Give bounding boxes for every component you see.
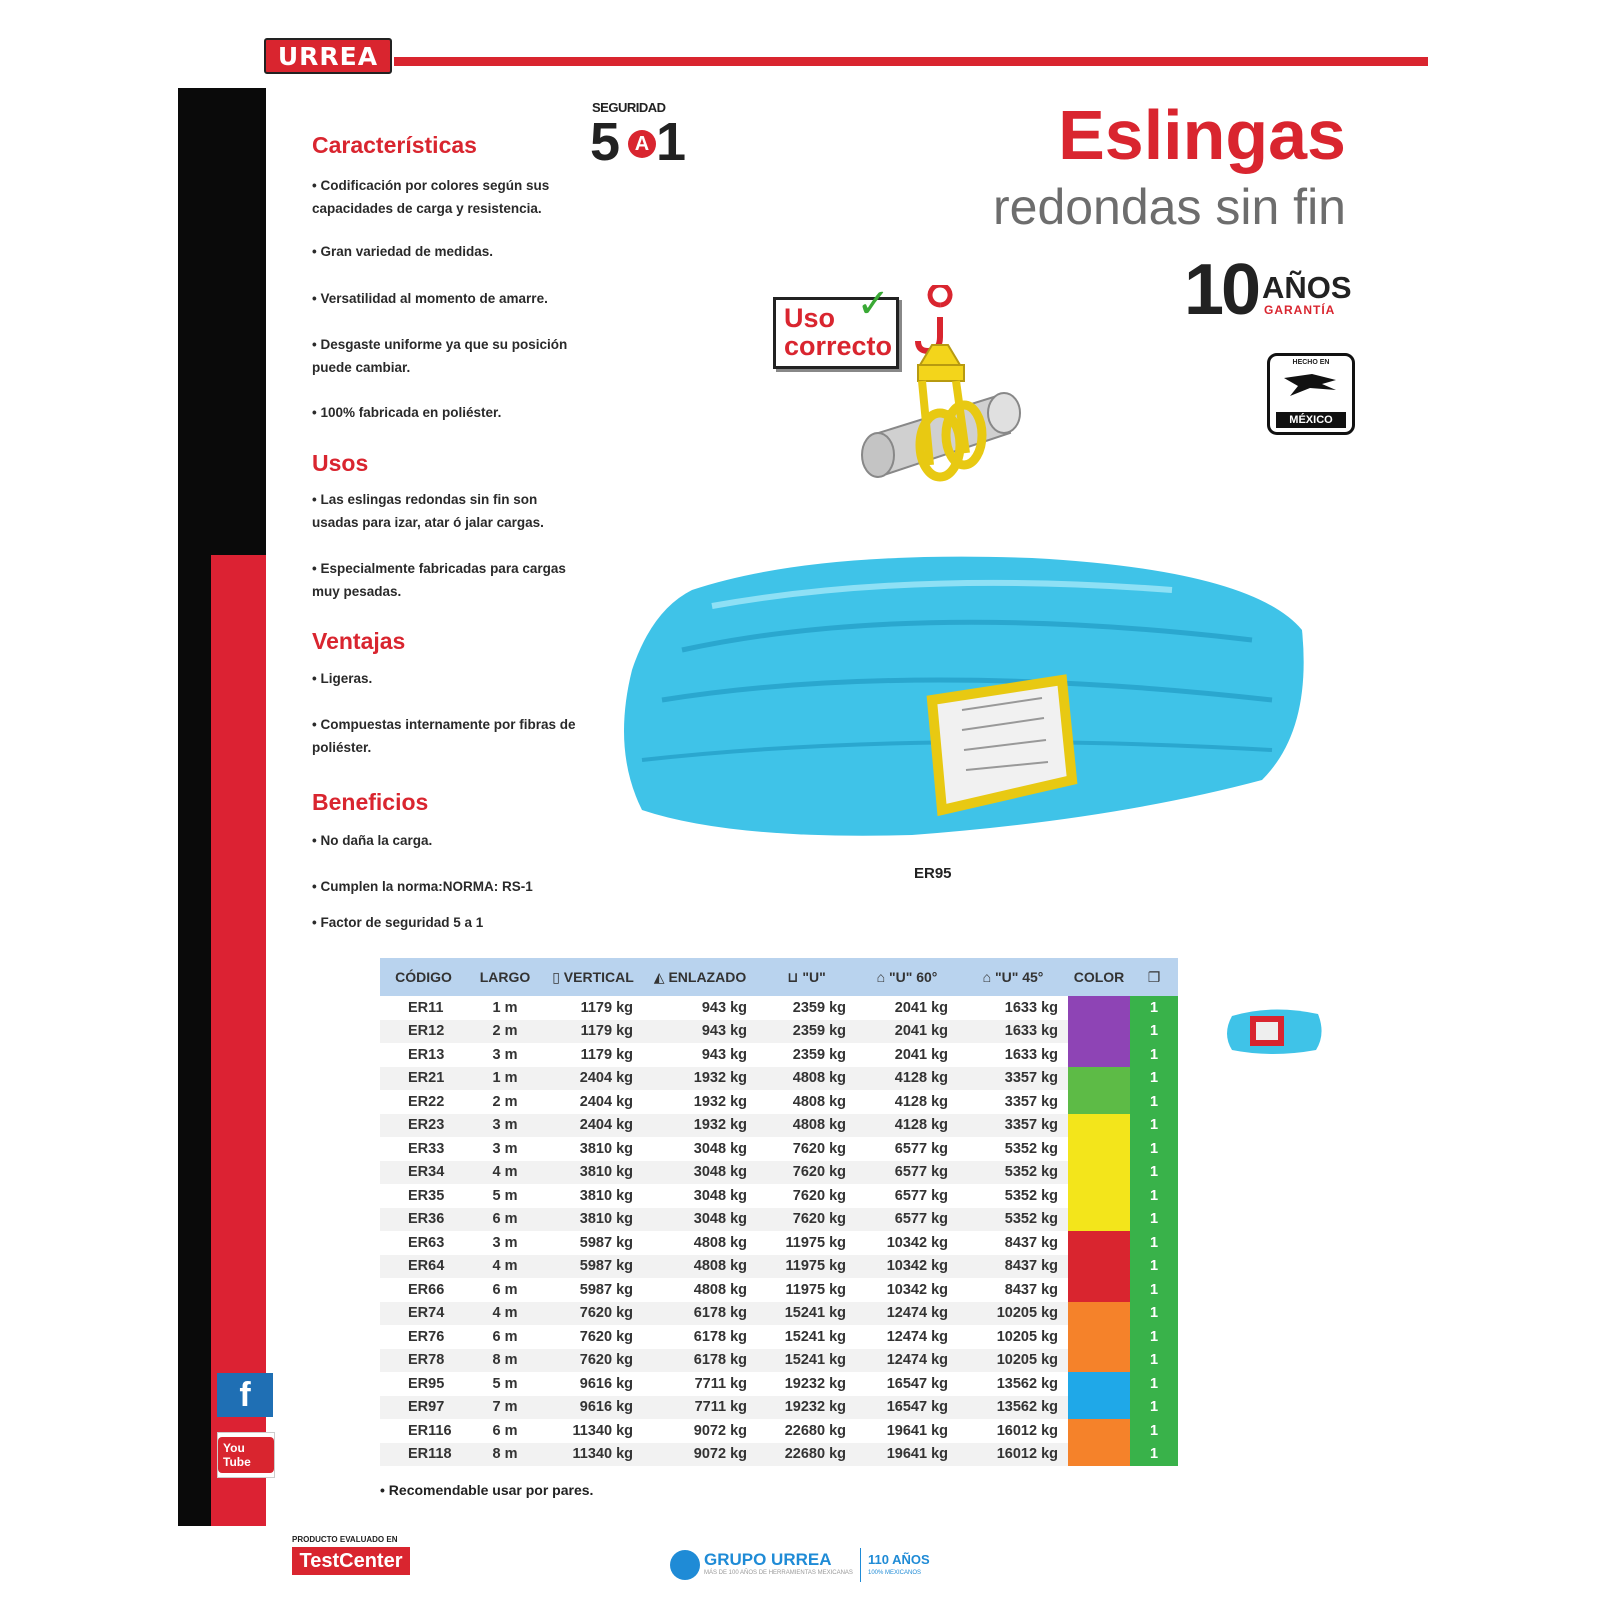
color-swatch: [1068, 1161, 1130, 1185]
list-item: • Ligeras.: [312, 667, 582, 690]
list-item: • Cumplen la norma:NORMA: RS-1: [312, 875, 582, 898]
cell-largo: 5 m: [492, 1375, 518, 1392]
cell-codigo: ER23: [380, 1114, 467, 1138]
table-row: [380, 1020, 1178, 1044]
hecho-en-mexico-badge: [1267, 353, 1355, 435]
footer-divider: [860, 1548, 861, 1582]
cell-u45: 1633 kg: [1004, 999, 1058, 1016]
sling-usage-illustration: [860, 285, 1050, 510]
cell-enlazado: 3048 kg: [643, 1161, 757, 1185]
cell-codigo: ER118: [380, 1443, 467, 1467]
color-swatch: [1068, 1278, 1130, 1302]
cell-enlazado: 1932 kg: [693, 1093, 747, 1110]
choker-icon: ◭: [653, 968, 669, 985]
col-u: ⊔ "U": [757, 958, 856, 996]
cell-u60: 16547 kg: [886, 1375, 948, 1392]
cell-u: 4808 kg: [757, 1114, 856, 1138]
cell-enlazado: 943 kg: [701, 1046, 747, 1063]
table-row: [380, 1090, 1178, 1114]
cell-u45: 8437 kg: [958, 1255, 1068, 1279]
cell-u45: 10205 kg: [996, 1328, 1058, 1345]
table-row: [380, 1161, 1178, 1185]
cell-pieces: 1: [1130, 1161, 1178, 1185]
list-item: • Factor de seguridad 5 a 1: [312, 911, 582, 934]
cell-vertical: 3810 kg: [543, 1161, 643, 1185]
basket-icon: ⊔: [787, 968, 803, 985]
col-largo: LARGO: [467, 958, 543, 996]
cell-largo: 4 m: [467, 1302, 543, 1326]
cell-pieces: 1: [1130, 1396, 1178, 1420]
col-enlazado: ◭ ENLAZADO: [643, 958, 757, 996]
cell-enlazado: 3048 kg: [693, 1140, 747, 1157]
cell-vertical: 9616 kg: [579, 1375, 633, 1392]
col-vertical: ▯ VERTICAL: [543, 958, 643, 996]
cell-u: 2359 kg: [792, 999, 846, 1016]
cell-u45: 5352 kg: [1004, 1140, 1058, 1157]
cell-vertical: 5987 kg: [543, 1255, 643, 1279]
cell-codigo: ER34: [380, 1161, 467, 1185]
mexico-label: MÉXICO: [1276, 412, 1346, 428]
color-swatch: [1068, 1137, 1130, 1161]
cell-u: 11975 kg: [785, 1281, 846, 1298]
list-item: • Desgaste uniforme ya que su posición puede cambiar.: [312, 333, 582, 379]
color-swatch: [1068, 1349, 1130, 1373]
cell-pieces: 1: [1130, 1419, 1178, 1443]
col-color: COLOR: [1068, 958, 1130, 996]
grupo-urrea-name: GRUPO URREA: [704, 1550, 832, 1569]
testcenter-label: PRODUCTO EVALUADO EN: [292, 1535, 398, 1544]
cell-enlazado: 1932 kg: [643, 1067, 757, 1091]
cell-u60: 2041 kg: [894, 1046, 948, 1063]
table-row: [380, 1419, 1178, 1443]
cell-codigo: ER12: [380, 1020, 467, 1044]
list-item: • Las eslingas redondas sin fin son usadas para izar, atar ó jalar cargas.: [312, 488, 582, 534]
check-icon: ✓: [856, 282, 890, 326]
cell-u: 15241 kg: [757, 1349, 856, 1373]
cell-u: 7620 kg: [757, 1208, 856, 1232]
cell-u45: 5352 kg: [958, 1161, 1068, 1185]
section-title-caracteristicas: Características: [312, 132, 477, 158]
list-item: • Codificación por colores según sus capacidades de carga y resistencia.: [312, 174, 582, 220]
cell-enlazado: 943 kg: [701, 999, 747, 1016]
cell-largo: 6 m: [492, 1281, 518, 1298]
color-swatch: [1068, 1184, 1130, 1208]
cell-largo: 6 m: [467, 1208, 543, 1232]
basket-60-icon: ⌂: [876, 969, 889, 985]
color-swatch: [1068, 1443, 1130, 1467]
cell-vertical: 3810 kg: [543, 1208, 643, 1232]
warranty-label: GARANTÍA: [1264, 303, 1336, 317]
list-item: • Versatilidad al momento de amarre.: [312, 287, 582, 310]
cell-pieces: 1: [1130, 1278, 1178, 1302]
col-pieces: [1130, 958, 1178, 996]
cell-codigo: ER13: [408, 1046, 445, 1063]
cell-u: 19232 kg: [784, 1375, 846, 1392]
cell-vertical: 11340 kg: [572, 1422, 633, 1439]
seguridad-1: 1: [656, 112, 687, 172]
color-swatch: [1068, 1067, 1130, 1091]
cell-u60: 6577 kg: [894, 1140, 948, 1157]
cell-largo: 3 m: [492, 1234, 518, 1251]
cell-u60: 12474 kg: [886, 1328, 948, 1345]
youtube-icon[interactable]: You Tube: [217, 1432, 275, 1478]
cell-enlazado: 7711 kg: [694, 1375, 747, 1392]
cell-largo: 5 m: [492, 1187, 518, 1204]
cell-pieces: 1: [1130, 996, 1178, 1020]
cell-u: 15241 kg: [784, 1328, 846, 1345]
cell-largo: 4 m: [467, 1255, 543, 1279]
cell-vertical: 2404 kg: [579, 1093, 633, 1110]
cell-vertical: 1179 kg: [580, 1046, 633, 1063]
cell-vertical: 3810 kg: [579, 1187, 633, 1204]
cell-largo: 8 m: [467, 1349, 543, 1373]
header-red-rule: [394, 57, 1428, 66]
cell-codigo: ER36: [380, 1208, 467, 1232]
cell-pieces: 1: [1130, 1043, 1178, 1067]
page-subtitle: redondas sin fin: [992, 179, 1346, 235]
cell-u45: 8437 kg: [1004, 1281, 1058, 1298]
color-swatch: [1068, 1208, 1130, 1232]
cell-u: 7620 kg: [792, 1187, 846, 1204]
cell-vertical: 1179 kg: [580, 999, 633, 1016]
table-row: [380, 1184, 1178, 1208]
list-item: • 100% fabricada en poliéster.: [312, 401, 582, 424]
cell-largo: 6 m: [492, 1328, 518, 1345]
table-row: [380, 1396, 1178, 1420]
color-swatch: [1068, 1302, 1130, 1326]
cell-u45: 3357 kg: [958, 1114, 1068, 1138]
basket-45-icon: ⌂: [982, 969, 995, 985]
page-title: Eslingas: [1058, 96, 1346, 174]
eagle-icon: [1282, 370, 1338, 400]
cell-codigo: ER33: [408, 1140, 445, 1157]
cell-u60: 10342 kg: [886, 1281, 948, 1298]
cell-u60: 19641 kg: [856, 1443, 958, 1467]
cell-u45: 1633 kg: [1004, 1046, 1058, 1063]
cell-u60: 2041 kg: [856, 1020, 958, 1044]
color-swatch: [1068, 1255, 1130, 1279]
uso-line-1: Uso: [784, 303, 836, 333]
list-item: • No daña la carga.: [312, 829, 582, 852]
cell-u: 22680 kg: [784, 1422, 846, 1439]
cell-enlazado: 6178 kg: [643, 1349, 757, 1373]
cell-u60: 4128 kg: [856, 1114, 958, 1138]
cell-pieces: 1: [1130, 1325, 1178, 1349]
cell-codigo: ER76: [408, 1328, 445, 1345]
list-item: • Compuestas internamente por fibras de poliéster.: [312, 713, 582, 759]
cell-u60: 16547 kg: [856, 1396, 958, 1420]
table-row: [380, 1231, 1178, 1255]
cell-u45: 16012 kg: [958, 1443, 1068, 1467]
cell-enlazado: 6178 kg: [693, 1328, 747, 1345]
col-u45: ⌂ "U" 45°: [958, 958, 1068, 996]
grupo-urrea-tagline: MÁS DE 100 AÑOS DE HERRAMIENTAS MEXICANAS: [704, 1570, 853, 1576]
cell-vertical: 1179 kg: [543, 1020, 643, 1044]
cell-u: 7620 kg: [757, 1161, 856, 1185]
cell-u: 22680 kg: [757, 1443, 856, 1467]
table-row: [380, 1443, 1178, 1467]
seguridad-a-badge: A: [628, 130, 656, 158]
color-swatch: [1068, 1419, 1130, 1443]
cell-largo: 1 m: [467, 1067, 543, 1091]
cell-vertical: 5987 kg: [579, 1281, 633, 1298]
cell-pieces: 1: [1130, 1114, 1178, 1138]
color-swatch: [1068, 1325, 1130, 1349]
table-row: [380, 1067, 1178, 1091]
cell-codigo: ER11: [408, 999, 444, 1016]
uso-line-2: correcto: [784, 331, 893, 361]
table-row: [380, 1114, 1178, 1138]
cell-u60: 4128 kg: [856, 1067, 958, 1091]
table-row: [380, 1208, 1178, 1232]
color-swatch: [1068, 1090, 1130, 1114]
color-swatch: [1068, 1043, 1130, 1067]
cell-vertical: 2404 kg: [543, 1114, 643, 1138]
cell-u: 4808 kg: [792, 1093, 846, 1110]
cell-codigo: ER64: [380, 1255, 467, 1279]
cell-codigo: ER21: [380, 1067, 467, 1091]
cell-pieces: 1: [1130, 1349, 1178, 1373]
cell-codigo: ER97: [380, 1396, 467, 1420]
cell-u: 11975 kg: [757, 1255, 856, 1279]
section-title-ventajas: Ventajas: [312, 628, 406, 654]
table-row: [380, 1255, 1178, 1279]
anniversary-sub: 100% MEXICANOS: [868, 1570, 922, 1576]
cell-u45: 1633 kg: [958, 1020, 1068, 1044]
list-item: • Gran variedad de medidas.: [312, 240, 582, 263]
cell-enlazado: 7711 kg: [643, 1396, 757, 1420]
cell-largo: 8 m: [467, 1443, 543, 1467]
cell-largo: 2 m: [467, 1020, 543, 1044]
cell-u45: 16012 kg: [996, 1422, 1058, 1439]
col-u60: ⌂ "U" 60°: [856, 958, 958, 996]
cell-enlazado: 4808 kg: [693, 1281, 747, 1298]
section-title-usos: Usos: [312, 450, 369, 476]
cell-vertical: 9616 kg: [543, 1396, 643, 1420]
cell-u: 19232 kg: [757, 1396, 856, 1420]
capacity-table: [380, 958, 1178, 1466]
cell-u60: 10342 kg: [856, 1255, 958, 1279]
table-row: [380, 1372, 1178, 1396]
color-swatch: [1068, 1372, 1130, 1396]
cell-enlazado: 9072 kg: [643, 1443, 757, 1467]
cell-pieces: 1: [1130, 1067, 1178, 1091]
cell-u: 2359 kg: [792, 1046, 846, 1063]
cell-codigo: ER78: [380, 1349, 467, 1373]
package-icon: ❐: [1147, 968, 1161, 985]
table-row: [380, 996, 1178, 1020]
cell-u: 2359 kg: [757, 1020, 856, 1044]
color-swatch: [1068, 1020, 1130, 1044]
cell-largo: 3 m: [492, 1046, 518, 1063]
cell-pieces: 1: [1130, 1090, 1178, 1114]
cell-u60: 10342 kg: [886, 1234, 948, 1251]
cell-enlazado: 3048 kg: [693, 1187, 747, 1204]
urrea-logo: URREA: [264, 38, 392, 74]
section-title-beneficios: Beneficios: [312, 789, 429, 815]
cell-vertical: 11340 kg: [543, 1443, 643, 1467]
table-row: [380, 1043, 1178, 1067]
vertical-icon: ▯: [552, 968, 564, 985]
warranty-years: 10: [1184, 250, 1259, 330]
cell-codigo: ER63: [408, 1234, 445, 1251]
cell-pieces: 1: [1130, 1137, 1178, 1161]
cell-u60: 19641 kg: [886, 1422, 948, 1439]
cell-enlazado: 3048 kg: [643, 1208, 757, 1232]
cell-u: 15241 kg: [757, 1302, 856, 1326]
cell-codigo: ER95: [408, 1375, 445, 1392]
cell-enlazado: 4808 kg: [643, 1255, 757, 1279]
cell-enlazado: 9072 kg: [693, 1422, 747, 1439]
cell-largo: 6 m: [492, 1422, 518, 1439]
table-row: [380, 1137, 1178, 1161]
cell-u45: 10205 kg: [958, 1302, 1068, 1326]
seguridad-5: 5: [590, 112, 621, 172]
col-codigo: CÓDIGO: [380, 958, 467, 996]
cell-u60: 6577 kg: [894, 1187, 948, 1204]
product-image-er95: [612, 550, 1320, 850]
cell-u60: 4128 kg: [894, 1093, 948, 1110]
cell-pieces: 1: [1130, 1208, 1178, 1232]
cell-u60: 2041 kg: [894, 999, 948, 1016]
cell-u: 7620 kg: [792, 1140, 846, 1157]
cell-largo: 3 m: [467, 1114, 543, 1138]
cell-largo: 3 m: [492, 1140, 518, 1157]
color-swatch: [1068, 1396, 1130, 1420]
cell-pieces: 1: [1130, 1302, 1178, 1326]
color-swatch: [1068, 1231, 1130, 1255]
seguridad-label: SEGURIDAD: [592, 100, 666, 115]
cell-u45: 5352 kg: [1004, 1187, 1058, 1204]
hecho-en-label: HECHO EN: [1292, 359, 1330, 366]
cell-u45: 3357 kg: [958, 1067, 1068, 1091]
cell-largo: 2 m: [492, 1093, 518, 1110]
sling-thumbnail: [1222, 1004, 1328, 1058]
table-note: • Recomendable usar por pares.: [380, 1482, 593, 1498]
cell-enlazado: 1932 kg: [643, 1114, 757, 1138]
warranty-word: AÑOS: [1262, 270, 1352, 305]
cell-u60: 12474 kg: [856, 1302, 958, 1326]
cell-u45: 13562 kg: [996, 1375, 1058, 1392]
cell-codigo: ER74: [380, 1302, 467, 1326]
cell-largo: 7 m: [467, 1396, 543, 1420]
cell-vertical: 7620 kg: [543, 1349, 643, 1373]
color-swatch: [1068, 1114, 1130, 1138]
table-row: [380, 1302, 1178, 1326]
table-row: [380, 1278, 1178, 1302]
cell-vertical: 5987 kg: [579, 1234, 633, 1251]
cell-u60: 6577 kg: [856, 1161, 958, 1185]
cell-u45: 3357 kg: [1004, 1093, 1058, 1110]
cell-largo: 4 m: [467, 1161, 543, 1185]
cell-u60: 12474 kg: [856, 1349, 958, 1373]
cell-u: 11975 kg: [785, 1234, 846, 1251]
cell-u45: 10205 kg: [958, 1349, 1068, 1373]
cell-codigo: ER66: [408, 1281, 445, 1298]
cell-codigo: ER22: [408, 1093, 445, 1110]
product-caption: ER95: [914, 865, 952, 882]
cell-pieces: 1: [1130, 1184, 1178, 1208]
cell-u60: 6577 kg: [856, 1208, 958, 1232]
cell-pieces: 1: [1130, 1020, 1178, 1044]
color-swatch: [1068, 996, 1130, 1020]
grupo-urrea-mark: [670, 1550, 700, 1580]
cell-codigo: ER35: [408, 1187, 445, 1204]
table-row: [380, 1349, 1178, 1373]
cell-codigo: ER116: [408, 1422, 452, 1439]
cell-enlazado: 6178 kg: [643, 1302, 757, 1326]
list-item: • Especialmente fabricadas para cargas muy pesadas.: [312, 557, 582, 603]
cell-enlazado: 4808 kg: [693, 1234, 747, 1251]
cell-largo: 1 m: [492, 999, 518, 1016]
cell-vertical: 7620 kg: [543, 1302, 643, 1326]
cell-u: 4808 kg: [757, 1067, 856, 1091]
cell-enlazado: 943 kg: [643, 1020, 757, 1044]
cell-pieces: 1: [1130, 1255, 1178, 1279]
cell-pieces: 1: [1130, 1372, 1178, 1396]
cell-u45: 8437 kg: [1004, 1234, 1058, 1251]
cell-vertical: 7620 kg: [579, 1328, 633, 1345]
cell-u45: 13562 kg: [958, 1396, 1068, 1420]
cell-vertical: 2404 kg: [543, 1067, 643, 1091]
cell-u45: 5352 kg: [958, 1208, 1068, 1232]
cell-vertical: 3810 kg: [579, 1140, 633, 1157]
facebook-icon[interactable]: f: [217, 1373, 273, 1417]
testcenter-logo: TestCenter: [292, 1547, 410, 1575]
anniversary-label: 110 AÑOS: [868, 1552, 930, 1567]
cell-pieces: 1: [1130, 1231, 1178, 1255]
table-row: [380, 1325, 1178, 1349]
cell-pieces: 1: [1130, 1443, 1178, 1467]
